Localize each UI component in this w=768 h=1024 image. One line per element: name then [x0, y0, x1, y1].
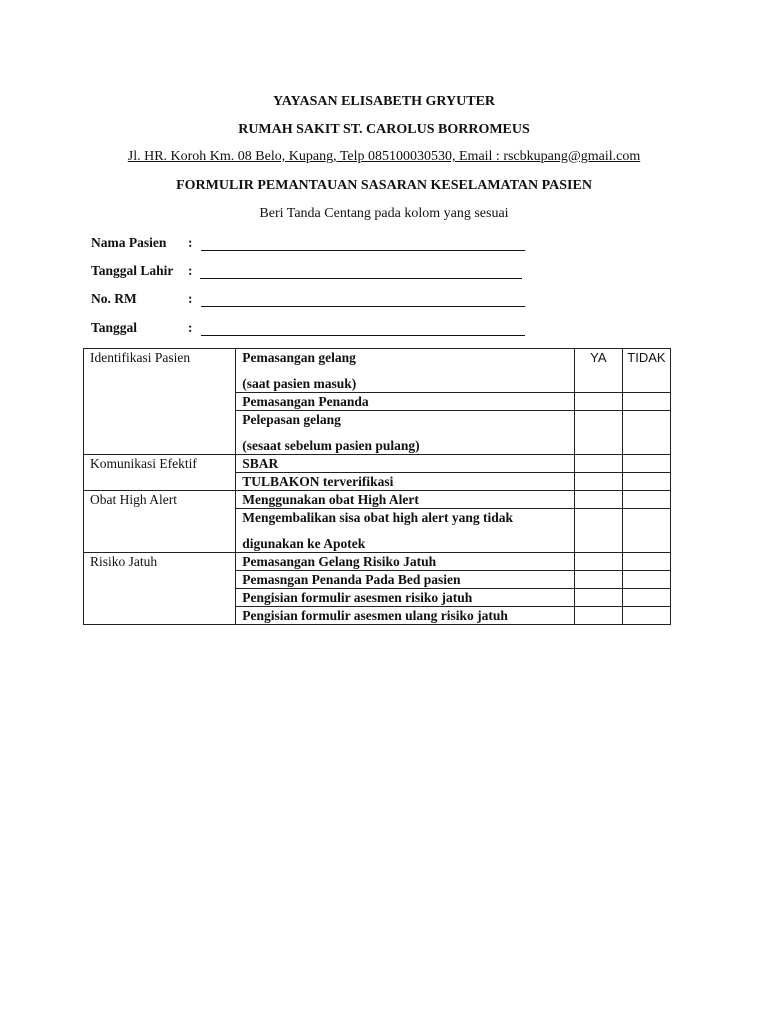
item-cell [236, 349, 575, 393]
tidak-header: TIDAK [622, 349, 670, 393]
item-subtext: (saat pasien masuk) [242, 376, 357, 391]
item-cell: SBAR [236, 455, 575, 473]
field-colon: : [188, 291, 193, 306]
table-row [84, 553, 671, 571]
ya-checkbox-cell[interactable] [574, 393, 622, 411]
form-title: FORMULIR PEMANTAUAN SASARAN KESELAMATAN PASIEN [176, 178, 592, 193]
tidak-checkbox-cell[interactable] [622, 455, 670, 473]
tidak-checkbox-cell[interactable] [622, 491, 670, 509]
ya-checkbox-cell[interactable] [574, 571, 622, 589]
ya-checkbox-cell[interactable] [574, 455, 622, 473]
item-subtext: (sesaat sebelum pasien pulang) [242, 438, 420, 453]
form-instruction: Beri Tanda Centang pada kolom yang sesuai [259, 206, 509, 221]
category-cell: Komunikasi Efektif [84, 455, 236, 491]
category-cell: Identifikasi Pasien [84, 349, 236, 455]
item-cell: Pemasngan Penanda Pada Bed pasien [236, 571, 575, 589]
field-colon: : [188, 263, 193, 278]
tidak-checkbox-cell[interactable] [622, 509, 670, 553]
category-cell: Risiko Jatuh [84, 553, 236, 625]
ya-checkbox-cell[interactable] [574, 553, 622, 571]
item-text: Mengembalikan sisa obat high alert yang tidak [242, 510, 514, 525]
hospital-name: RUMAH SAKIT ST. CAROLUS BORROMEUS [238, 122, 530, 137]
table-row [84, 455, 671, 473]
tidak-checkbox-cell[interactable] [622, 553, 670, 571]
foundation-name: YAYASAN ELISABETH GRYUTER [272, 94, 496, 109]
tidak-checkbox-cell[interactable] [622, 589, 670, 607]
monitoring-table [83, 348, 671, 625]
tidak-checkbox-cell[interactable] [622, 571, 670, 589]
category-cell: Obat High Alert [84, 491, 236, 553]
field-label: Tanggal Lahir [91, 263, 174, 278]
table-row [84, 491, 671, 509]
item-cell: Pemasangan Gelang Risiko Jatuh [236, 553, 575, 571]
tidak-checkbox-cell[interactable] [622, 607, 670, 625]
field-blank-line[interactable] [201, 250, 525, 251]
item-cell: Pengisian formulir asesmen ulang risiko jatuh [236, 607, 575, 625]
field-blank-line[interactable] [201, 306, 525, 307]
item-cell [236, 411, 575, 455]
ya-checkbox-cell[interactable] [574, 589, 622, 607]
table-row [84, 349, 671, 393]
field-blank-line[interactable] [201, 335, 525, 336]
hospital-address: Jl. HR. Koroh Km. 08 Belo, Kupang, Telp 085100030530, Email : rscbkupang@gmail.com [127, 149, 641, 164]
field-colon: : [188, 235, 193, 250]
ya-checkbox-cell[interactable] [574, 473, 622, 491]
item-cell: Pemasangan Penanda [236, 393, 575, 411]
ya-checkbox-cell[interactable] [574, 411, 622, 455]
tidak-checkbox-cell[interactable] [622, 393, 670, 411]
ya-checkbox-cell[interactable] [574, 491, 622, 509]
tidak-checkbox-cell[interactable] [622, 473, 670, 491]
item-cell: Menggunakan obat High Alert [236, 491, 575, 509]
tidak-checkbox-cell[interactable] [622, 411, 670, 455]
field-colon: : [188, 320, 193, 335]
item-text: Pemasangan gelang [242, 350, 356, 365]
field-label: No. RM [91, 291, 137, 306]
field-blank-line[interactable] [200, 278, 522, 279]
field-label: Tanggal [91, 320, 138, 335]
ya-header: YA [574, 349, 622, 393]
field-label: Nama Pasien [91, 235, 167, 250]
item-cell: Pengisian formulir asesmen risiko jatuh [236, 589, 575, 607]
ya-checkbox-cell[interactable] [574, 509, 622, 553]
item-cell [236, 509, 575, 553]
item-text: Pelepasan gelang [242, 412, 341, 427]
ya-checkbox-cell[interactable] [574, 607, 622, 625]
item-cell: TULBAKON terverifikasi [236, 473, 575, 491]
item-subtext: digunakan ke Apotek [242, 536, 366, 551]
